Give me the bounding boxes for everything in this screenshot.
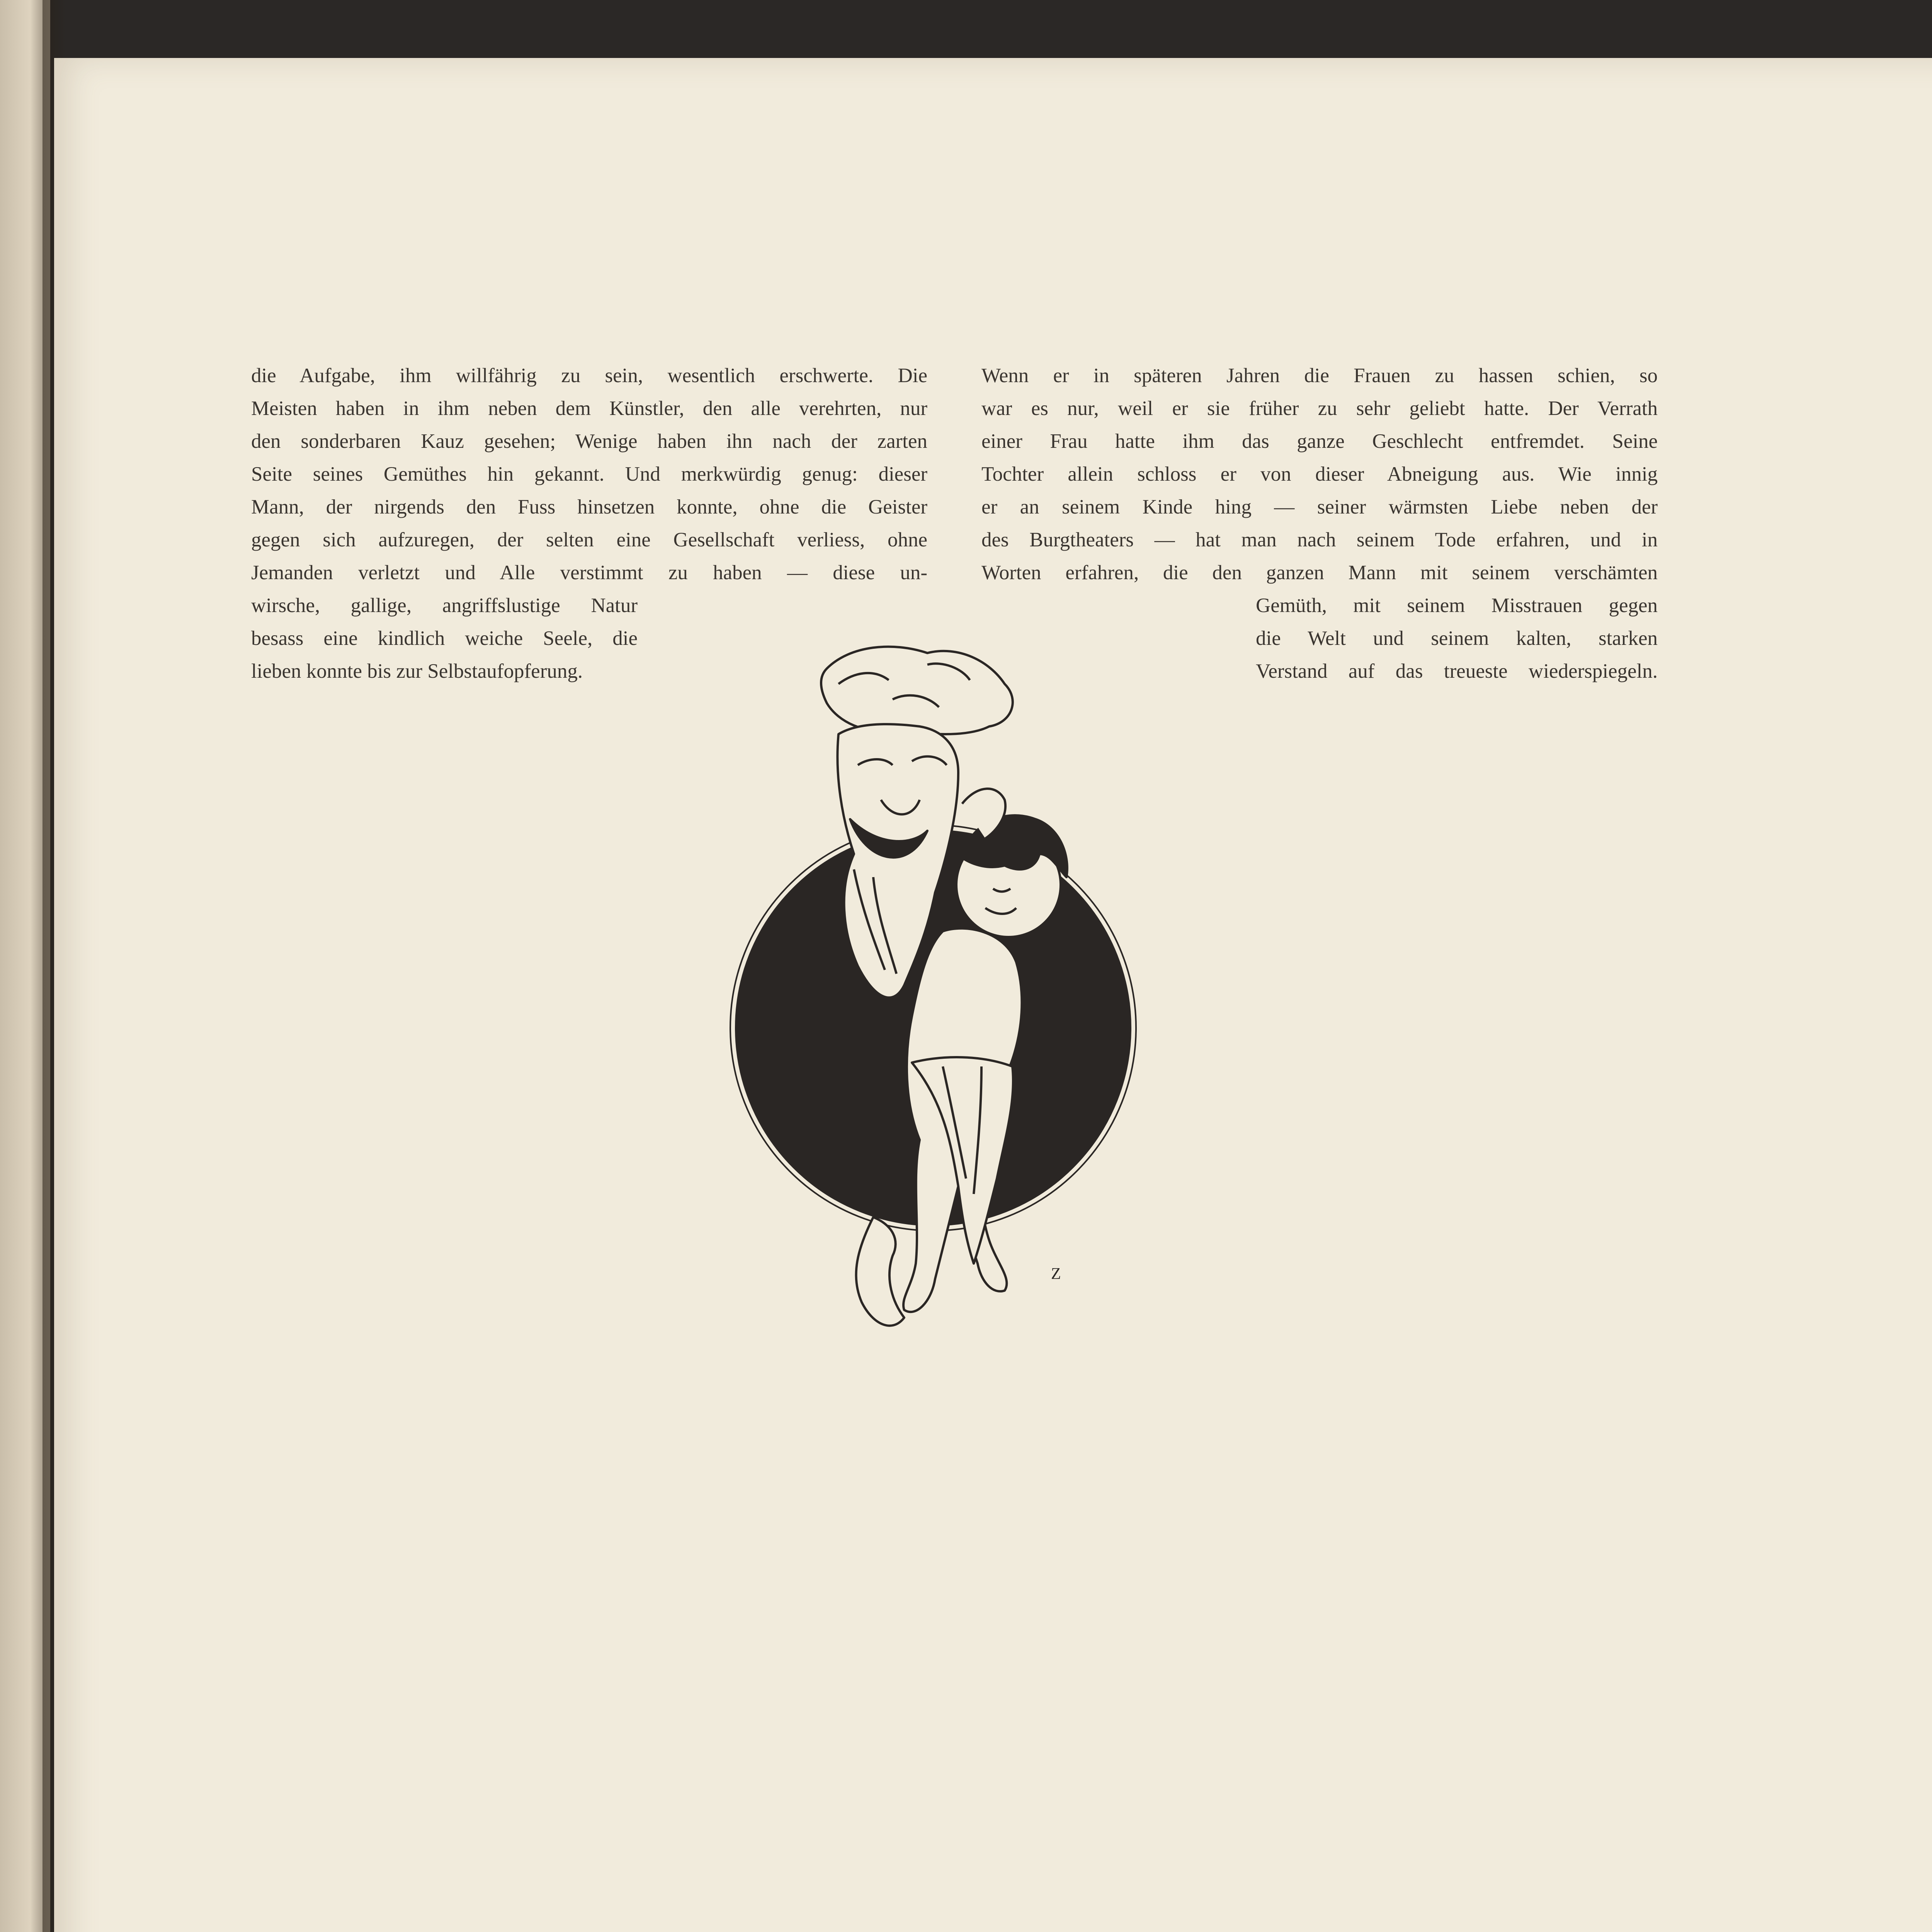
text-line: Mann, der nirgends den Fuss hinsetzen konnte, ohne die Geister (251, 496, 927, 518)
text-line: Jemanden verletzt und Alle verstimmt zu haben — diese un- (251, 561, 927, 584)
text-line: Worten erfahren, die den ganzen Mann mit seinem verschämten (981, 561, 1658, 584)
text-line: des Burgtheaters — hat man nach seinem Tode erfahren, und in (981, 529, 1658, 551)
text-line: einer Frau hatte ihm das ganze Geschlecht entfremdet. Seine (981, 430, 1658, 452)
cherub-mask-illustration (711, 638, 1155, 1364)
artist-monogram: Z (1051, 1265, 1061, 1283)
text-line: Seite seines Gemüthes hin gekannt. Und merkwürdig genug: dieser (251, 463, 927, 485)
text-line: Tochter allein schloss er von dieser Abneigung aus. Wie innig (981, 463, 1658, 485)
text-line: die Welt und seinem kalten, starken (1256, 627, 1658, 650)
text-line: gegen sich aufzuregen, der selten eine Gesellschaft verliess, ohne (251, 529, 927, 551)
text-line: Verstand auf das treueste wiederspiegeln. (1256, 660, 1658, 682)
text-line: die Aufgabe, ihm willfährig zu sein, wesentlich erschwerte. Die (251, 364, 927, 387)
text-line: Meisten haben in ihm neben dem Künstler, den alle verehrten, nur (251, 397, 927, 420)
text-line: Gemüth, mit seinem Misstrauen gegen (1256, 594, 1658, 617)
text-line: war es nur, weil er sie früher zu sehr geliebt hatte. Der Verrath (981, 397, 1658, 420)
text-line: besass eine kindlich weiche Seele, die (251, 627, 638, 650)
text-line: Wenn er in späteren Jahren die Frauen zu hassen schien, so (981, 364, 1658, 387)
text-line: wirsche, gallige, angriffslustige Natur (251, 594, 638, 617)
text-line: er an seinem Kinde hing — seiner wärmsten Liebe neben der (981, 496, 1658, 518)
text-line: den sonderbaren Kauz gesehen; Wenige haben ihn nach der zarten (251, 430, 927, 452)
text-line: lieben konnte bis zur Selbstaufopferung. (251, 660, 583, 682)
